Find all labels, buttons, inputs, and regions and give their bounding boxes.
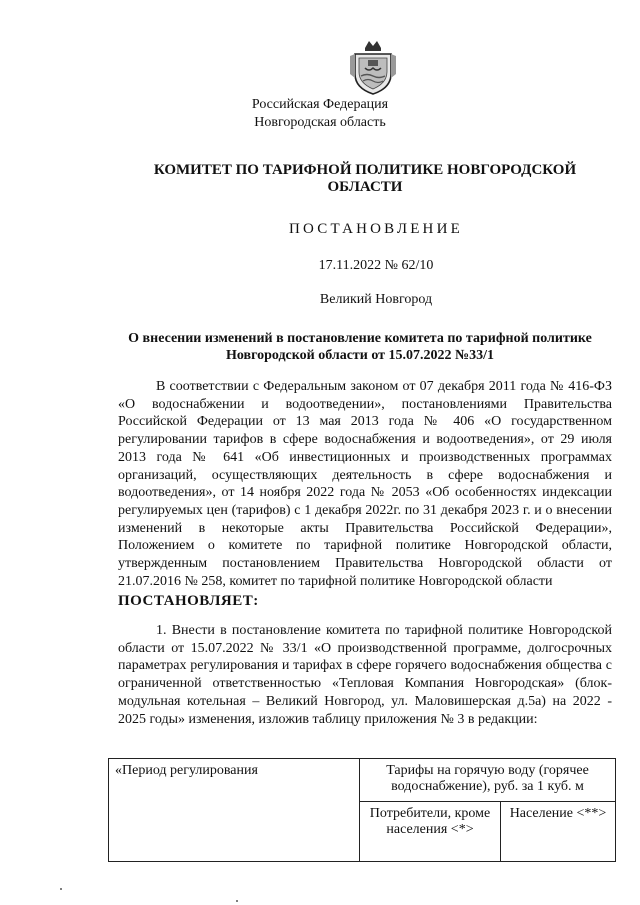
preamble-paragraph: В соответствии с Федеральным законом от 07 декабря 2011 года № 416-ФЗ «О водоснабжении и водоотведении», постановлениями Правительства Российской Федерации от 13 мая 2013 года № 406 «О государственном регулировании тарифов в сфере водоснабжения и водоотведения», от 29 июля 2013 года № 641 «Об инвестиционных и производственных программах организаций, осуществляющих деятельность в сфере водоснабжения и водоотведения», от 14 ноября 2022 года № 2053 «Об особенностях индексации регулируемых цен (тарифов) с 1 декабря 2022г. по 31 декабря 2023 г. и о внесении изменений в некоторые акты Правительства Российской Федерации», Положением о комитете по тарифной политике Новгородской области, утвержденным постановлением Правительства Новгородской области от 21.07.2016 № 258, комитет по тарифной политике Новгородской области xyxy=(118,379,612,589)
committee-title: КОМИТЕТ ПО ТАРИФНОЙ ПОЛИТИКЕ НОВГОРОДСКОЙ ОБЛАСТИ xyxy=(153,162,577,195)
table-header-row xyxy=(109,759,616,802)
item-1-paragraph: 1. Внести в постановление комитета по тарифной политике Новгородской области от 15.07.2022 № 33/1 «О производственной программе, долгосрочных параметрах регулирования и тарифах в сфере горячего водоснабжения общества с ограниченной ответственностью «Тепловая Компания Новгородская» (блок-модульная котельная – Великий Новгород, ул. Маловишерская д.5а) на 2022 - 2025 годы» изменения, изложив таблицу приложения № 3 в редакции: xyxy=(118,623,612,727)
scan-speck xyxy=(236,900,238,902)
tariff-table xyxy=(108,758,616,862)
header-country-region xyxy=(0,96,640,132)
region-name: Новгородская область xyxy=(254,115,386,130)
decree-heading: ПОСТАНОВЛЯЕТ: xyxy=(118,593,259,609)
period-header-cell: «Период регулирования xyxy=(109,759,360,862)
country-name: Российская Федерация xyxy=(251,97,389,112)
coat-of-arms-icon xyxy=(347,38,399,96)
document-city: Великий Новгород xyxy=(319,292,433,307)
scan-speck xyxy=(60,888,62,890)
consumers-header-cell: Потребители, кроме населения <*> xyxy=(360,802,501,862)
document-type: ПОСТАНОВЛЕНИЕ xyxy=(289,221,463,237)
tariff-group-header-cell: Тарифы на горячую воду (горячее водоснабжение), руб. за 1 куб. м xyxy=(360,759,616,802)
population-header-cell: Население <**> xyxy=(501,802,616,862)
document-number: 17.11.2022 № 62/10 xyxy=(318,258,434,273)
document-subject: О внесении изменений в постановление комитета по тарифной политике Новгородской области от 15.07.2022 №33/1 xyxy=(128,331,592,363)
